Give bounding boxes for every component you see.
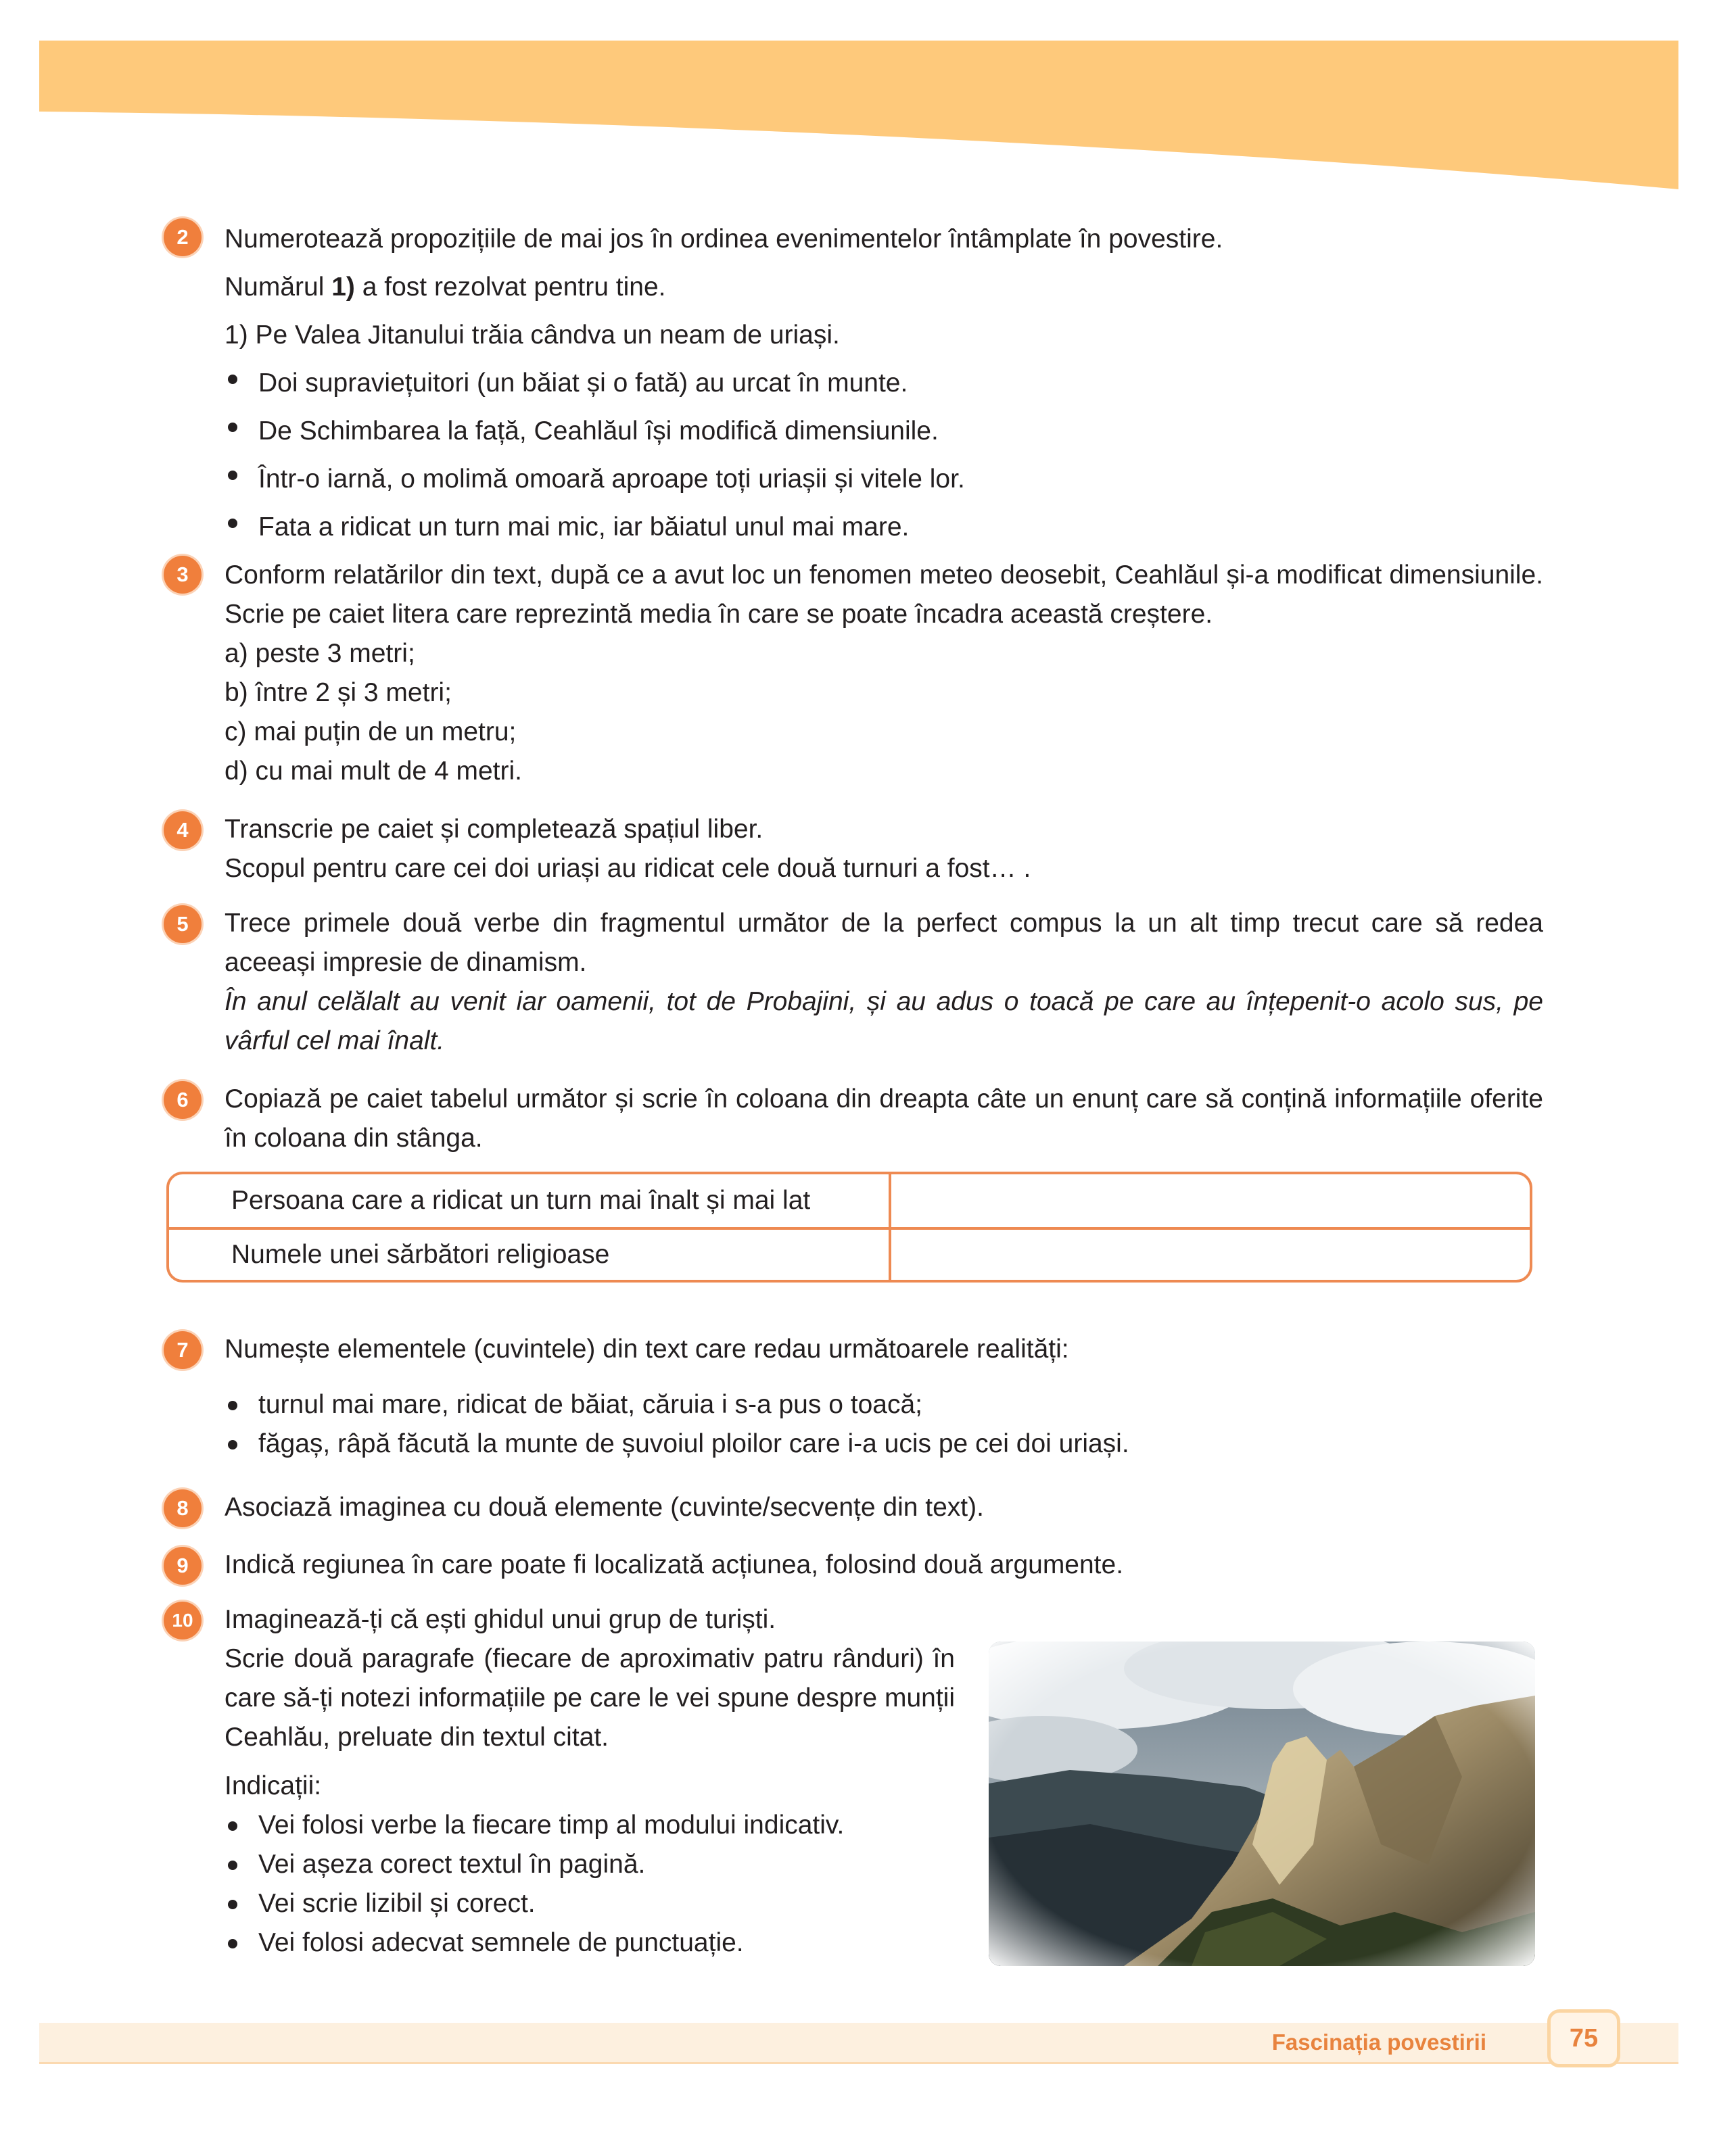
exercise-number: 3: [164, 556, 202, 594]
first-sentence: 1) Pe Valea Jitanului trăia cândva un neam de uriași.: [225, 320, 840, 350]
exercise-instruction: Scrie două paragrafe (fiecare de aproximativ patru rânduri) în care să-ți notezi informațiile pe care le vei spune despre munții Ceahlău, preluate din textul citat.: [225, 1644, 955, 1752]
header-banner: [0, 0, 1717, 203]
list-item: Vei folosi adecvat semnele de punctuație.: [225, 1923, 955, 1963]
answer-table: [166, 1172, 1532, 1283]
list-item: Vei așeza corect textul în pagină.: [225, 1845, 955, 1884]
exercise-number: 9: [164, 1547, 202, 1585]
mountain-photo: [989, 1642, 1535, 1966]
list-item: Într-o iarnă, o molimă omoară aproape toți uriașii și vitele lor.: [225, 455, 1543, 503]
list-item: făgaș, râpă făcută la munte de șuvoiul ploilor care i-a ucis pe cei doi uriași.: [225, 1424, 1543, 1464]
list-item: De Schimbarea la față, Ceahlăul își modifică dimensiunile.: [225, 407, 1543, 455]
answer-option: d) cu mai mult de 4 metri.: [225, 757, 522, 786]
exercise-instruction: Numește elementele (cuvintele) din text care redau următoarele realități:: [225, 1335, 1069, 1364]
exercise-sentence: Scopul pentru care cei doi uriași au ridicat cele două turnuri a fost… .: [225, 854, 1031, 883]
exercise-instruction: Copiază pe caiet tabelul următor și scrie în coloana din dreapta câte un enunț care să conțină informațiile oferite în coloana din stânga.: [225, 1084, 1543, 1153]
exercise-instruction: Asociază imaginea cu două elemente (cuvinte/secvențe din text).: [225, 1493, 984, 1522]
table-cell-answer[interactable]: [893, 1174, 1530, 1227]
exercise-number: 8: [164, 1489, 202, 1527]
solved-note: Numărul 1) a fost rezolvat pentru tine.: [225, 272, 666, 302]
list-item: Vei scrie lizibil și corect.: [225, 1884, 955, 1923]
exercise-instruction: Conform relatărilor din text, după ce a avut loc un fenomen meteo deosebit, Ceahlăul și-a modificat dimensiunile. Scrie pe caiet litera care reprezintă media în care se poate încadra această creștere.: [225, 560, 1543, 629]
exercise-number: 2: [164, 218, 202, 256]
exercise-number: 4: [164, 811, 202, 849]
table-row: [169, 1174, 1530, 1230]
exercise-4: [177, 810, 1543, 888]
exercise-10: [172, 1600, 955, 1963]
list-item: Fata a ridicat un turn mai mic, iar băiatul unul mai mare.: [225, 503, 1543, 551]
exercise-6: [177, 1080, 1543, 1158]
section-title: Fascinația povestirii: [1271, 2030, 1486, 2055]
exercise-number: 7: [164, 1331, 202, 1369]
exercise-instruction: Trece primele două verbe din fragmentul următor de la perfect compus la un alt timp trecut care să redea aceeași impresie de dinamism.: [225, 909, 1543, 977]
list-item: turnul mai mare, ridicat de băiat, căruia i s-a pus o toacă;: [225, 1385, 1543, 1424]
exercise-number: 10: [164, 1602, 202, 1639]
answer-option: a) peste 3 metri;: [225, 639, 415, 668]
table-row: [169, 1228, 1530, 1281]
quoted-fragment: În anul celălalt au venit iar oamenii, tot de Probajini, și au adus o toacă pe care au înțepenit-o acolo sus, pe vârful cel mai înalt.: [225, 987, 1543, 1055]
exercise-instruction: Numerotează propozițiile de mai jos în ordinea evenimentelor întâmplate în povestire.: [225, 224, 1223, 254]
exercise-5: [177, 904, 1543, 1061]
list-item: Doi supraviețuitori (un băiat și o fată) au urcat în munte.: [225, 359, 1543, 407]
list-item: Vei folosi verbe la fiecare timp al modului indicativ.: [225, 1806, 955, 1845]
exercise-instruction: Transcrie pe caiet și completează spațiul liber.: [225, 815, 763, 844]
table-cell-prompt: Numele unei sărbători religioase: [169, 1228, 891, 1281]
table-cell-prompt: Persoana care a ridicat un turn mai înalt și mai lat: [169, 1174, 891, 1227]
page-number: 75: [1547, 2009, 1620, 2067]
table-cell-answer[interactable]: [893, 1228, 1530, 1281]
exercise-8: [177, 1488, 1543, 1527]
hints-title: Indicații:: [225, 1771, 322, 1800]
exercise-instruction: Indică regiunea în care poate fi localizată acțiunea, folosind două argumente.: [225, 1550, 1124, 1579]
exercise-number: 5: [164, 905, 202, 943]
exercise-instruction: Imaginează-ți că ești ghidul unui grup de turiști.: [225, 1605, 776, 1634]
exercise-3: [177, 556, 1543, 791]
exercise-2: [177, 215, 1543, 551]
answer-option: b) între 2 și 3 metri;: [225, 678, 452, 707]
exercise-9: [177, 1546, 1543, 1585]
answer-option: c) mai puțin de un metru;: [225, 717, 517, 746]
exercise-7: [177, 1330, 1543, 1464]
exercise-number: 6: [164, 1081, 202, 1119]
